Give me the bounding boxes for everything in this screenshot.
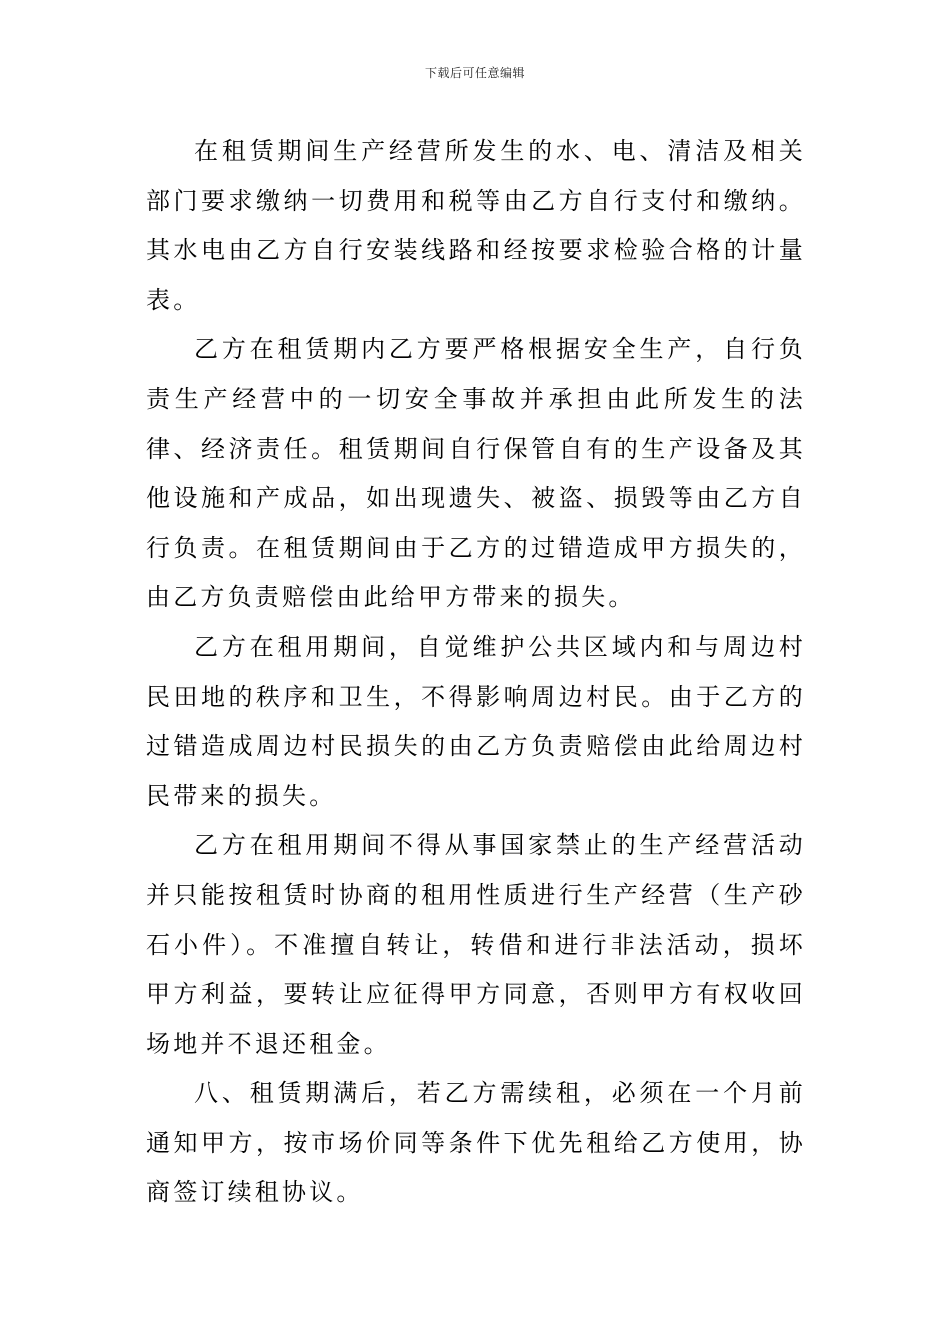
paragraph-utilities-fees: 在租赁期间生产经营所发生的水、电、清洁及相关部门要求缴纳一切费用和税等由乙方自行支付和缴纳。其水电由乙方自行安装线路和经按要求检验合格的计量表。 [146,137,806,314]
header-note: 下载后可任意编辑 [424,66,525,80]
paragraph-safety-responsibility: 乙方在租赁期内乙方要严格根据安全生产，自行负责生产经营中的一切安全事故并承担由此所发生的法律、经济责任。租赁期间自行保管自有的生产设备及其他设施和产成品，如出现遗失、被盗、损毁等由乙方自行负责。在租赁期间由于乙方的过错造成甲方损失的，由乙方负责赔偿由此给甲方带来的损失。 [146,335,806,612]
paragraph-public-order: 乙方在租用期间，自觉维护公共区域内和与周边村民田地的秩序和卫生，不得影响周边村民。由于乙方的过错造成周边村民损失的由乙方负责赔偿由此给周边村民带来的损失。 [146,632,806,810]
document-body [146,127,806,1218]
paragraph-lease-renewal: 八、租赁期满后，若乙方需续租，必须在一个月前通知甲方，按市场价同等条件下优先租给乙方使用，协商签订续租协议。 [146,1079,806,1207]
paragraph-permitted-use: 乙方在租用期间不得从事国家禁止的生产经营活动并只能按租赁时协商的租用性质进行生产经营（生产砂石小件）。不准擅自转让，转借和进行非法活动，损坏甲方利益，要转让应征得甲方同意，否则甲方有权收回场地并不退还租金。 [146,831,806,1058]
